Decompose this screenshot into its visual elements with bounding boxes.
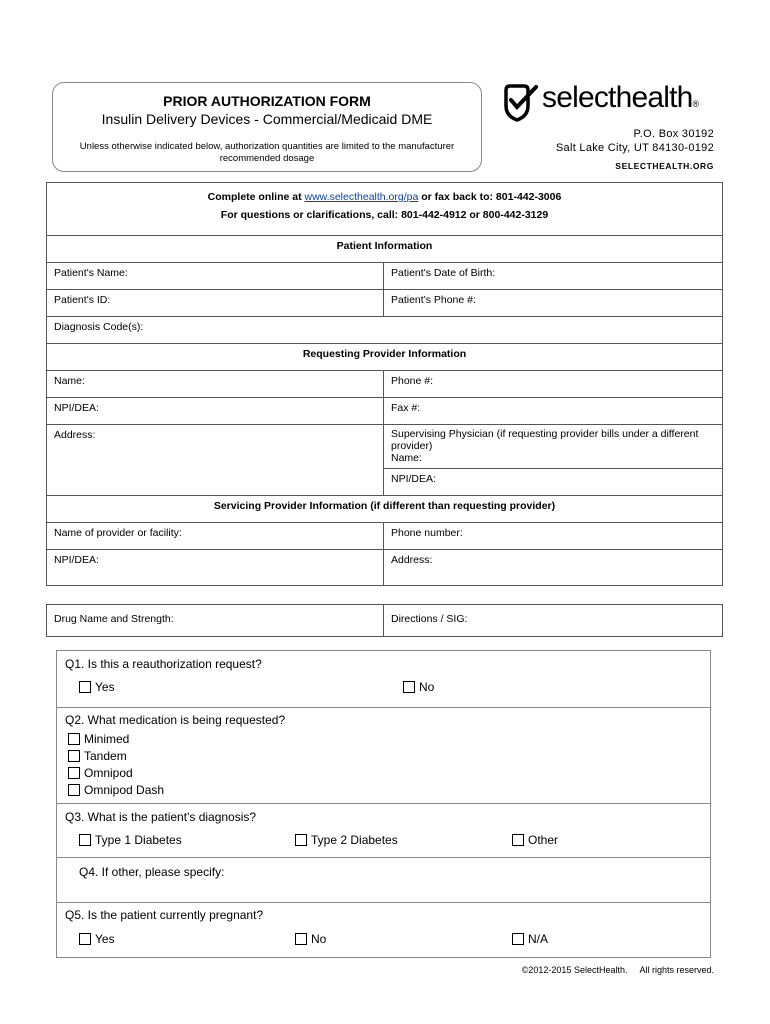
- form-subtitle: Insulin Delivery Devices - Commercial/Medicaid DME: [101, 111, 433, 127]
- patient-section-header: Patient Information: [47, 236, 723, 263]
- checkbox[interactable]: [79, 933, 91, 945]
- q3-label: Q3. What is the patient's diagnosis?: [65, 810, 257, 824]
- servicing-phone-field[interactable]: Phone number:: [384, 523, 723, 550]
- contact-cell: [47, 183, 723, 236]
- patient-phone-field[interactable]: Patient's Phone #:: [384, 290, 723, 317]
- address-line1: P.O. Box 30192: [633, 128, 714, 140]
- address-line2: Salt Lake City, UT 84130-0192: [555, 142, 714, 154]
- copyright-footer: ©2012-2015 SelectHealth. All rights reserved.: [521, 965, 714, 975]
- heart-check-icon: [500, 82, 540, 122]
- logo-wordmark: [542, 81, 698, 115]
- q3-other-label: Other: [528, 833, 559, 847]
- q3-type1-option[interactable]: [79, 833, 182, 847]
- form-title: PRIOR AUTHORIZATION FORM: [163, 93, 371, 109]
- requesting-npi-field[interactable]: NPI/DEA:: [47, 398, 384, 425]
- q2-label: Q2. What medication is being requested?: [65, 713, 286, 727]
- supervising-npi-field[interactable]: NPI/DEA:: [384, 469, 723, 496]
- drug-table: [46, 604, 723, 637]
- servicing-npi-field[interactable]: NPI/DEA:: [47, 550, 384, 586]
- requesting-phone-field[interactable]: Phone #:: [384, 371, 723, 398]
- info-table: [46, 182, 723, 586]
- q3-type2-label: Type 2 Diabetes: [311, 833, 398, 847]
- q3-type1-label: Type 1 Diabetes: [95, 833, 182, 847]
- q5-no-option[interactable]: [295, 932, 326, 946]
- contact-online-prefix: Complete online at: [207, 191, 305, 203]
- checkbox[interactable]: [68, 767, 80, 779]
- q2-option-tandem[interactable]: [68, 749, 127, 763]
- q4-section[interactable]: [57, 858, 710, 903]
- patient-id-field[interactable]: Patient's ID:: [47, 290, 384, 317]
- drug-name-field[interactable]: Drug Name and Strength:: [47, 605, 384, 637]
- checkbox[interactable]: [68, 750, 80, 762]
- q2-option-omnipod[interactable]: [68, 766, 133, 780]
- form-note: Unless otherwise indicated below, authorization quantities are limited to the manufacturer recommended dosage: [79, 141, 455, 164]
- checkbox[interactable]: [79, 834, 91, 846]
- logo-name: selecthealth: [542, 81, 693, 114]
- checkbox[interactable]: [68, 784, 80, 796]
- q5-na-option[interactable]: [512, 932, 548, 946]
- checkbox[interactable]: [512, 933, 524, 945]
- q2-option-omnipod-dash[interactable]: [68, 783, 164, 797]
- servicing-name-field[interactable]: Name of provider or facility:: [47, 523, 384, 550]
- q3-type2-option[interactable]: [295, 833, 398, 847]
- checkbox[interactable]: [295, 834, 307, 846]
- patient-dob-field[interactable]: Patient's Date of Birth:: [384, 263, 723, 290]
- requesting-section-header: Requesting Provider Information: [47, 344, 723, 371]
- q5-label: Q5. Is the patient currently pregnant?: [65, 908, 264, 922]
- q4-label: Q4. If other, please specify:: [79, 865, 225, 879]
- q5-yes-option[interactable]: [79, 932, 115, 946]
- form-title-box: [52, 82, 482, 172]
- q2-section: [57, 708, 710, 804]
- diagnosis-code-field[interactable]: Diagnosis Code(s):: [47, 317, 723, 344]
- q3-other-option[interactable]: [512, 833, 558, 847]
- supervising-label: Supervising Physician (if requesting provider bills under a different provider): [391, 428, 699, 452]
- checkbox[interactable]: [68, 733, 80, 745]
- q2-option-label: Minimed: [84, 732, 130, 746]
- servicing-address-field[interactable]: Address:: [384, 550, 723, 586]
- questions-box: [56, 650, 711, 958]
- servicing-section-header: Servicing Provider Information (if different than requesting provider): [47, 496, 723, 523]
- checkbox[interactable]: [79, 681, 91, 693]
- checkbox[interactable]: [403, 681, 415, 693]
- q5-yes-label: Yes: [95, 932, 115, 946]
- directions-field[interactable]: Directions / SIG:: [384, 605, 723, 637]
- contact-phone: For questions or clarifications, call: 801-442-4912 or 800-442-3129: [220, 209, 549, 221]
- q1-no-label: No: [419, 680, 435, 694]
- online-pa-link[interactable]: www.selecthealth.org/pa: [304, 191, 419, 203]
- q5-no-label: No: [311, 932, 327, 946]
- q2-option-minimed[interactable]: [68, 732, 129, 746]
- q2-option-label: Omnipod Dash: [84, 783, 165, 797]
- q5-section: [57, 903, 710, 958]
- q1-section: [57, 651, 710, 708]
- q2-option-label: Omnipod: [84, 766, 133, 780]
- contact-fax: or fax back to: 801-442-3006: [418, 191, 562, 203]
- q5-na-label: N/A: [528, 932, 549, 946]
- patient-name-field[interactable]: Patient's Name:: [47, 263, 384, 290]
- logo-mark: ®: [692, 99, 699, 109]
- q1-no-option[interactable]: [403, 680, 434, 694]
- q1-yes-label: Yes: [95, 680, 115, 694]
- requesting-address-field[interactable]: Address:: [47, 425, 384, 496]
- q2-option-label: Tandem: [84, 749, 127, 763]
- website-label: SELECTHEALTH.ORG: [615, 161, 714, 171]
- checkbox[interactable]: [295, 933, 307, 945]
- requesting-name-field[interactable]: Name:: [47, 371, 384, 398]
- q1-yes-option[interactable]: [79, 680, 115, 694]
- checkbox[interactable]: [512, 834, 524, 846]
- supervising-name-label: Name:: [391, 452, 422, 464]
- supervising-physician-field[interactable]: [384, 425, 723, 469]
- q3-section: [57, 804, 710, 858]
- requesting-fax-field[interactable]: Fax #:: [384, 398, 723, 425]
- q1-label: Q1. Is this a reauthorization request?: [65, 657, 262, 671]
